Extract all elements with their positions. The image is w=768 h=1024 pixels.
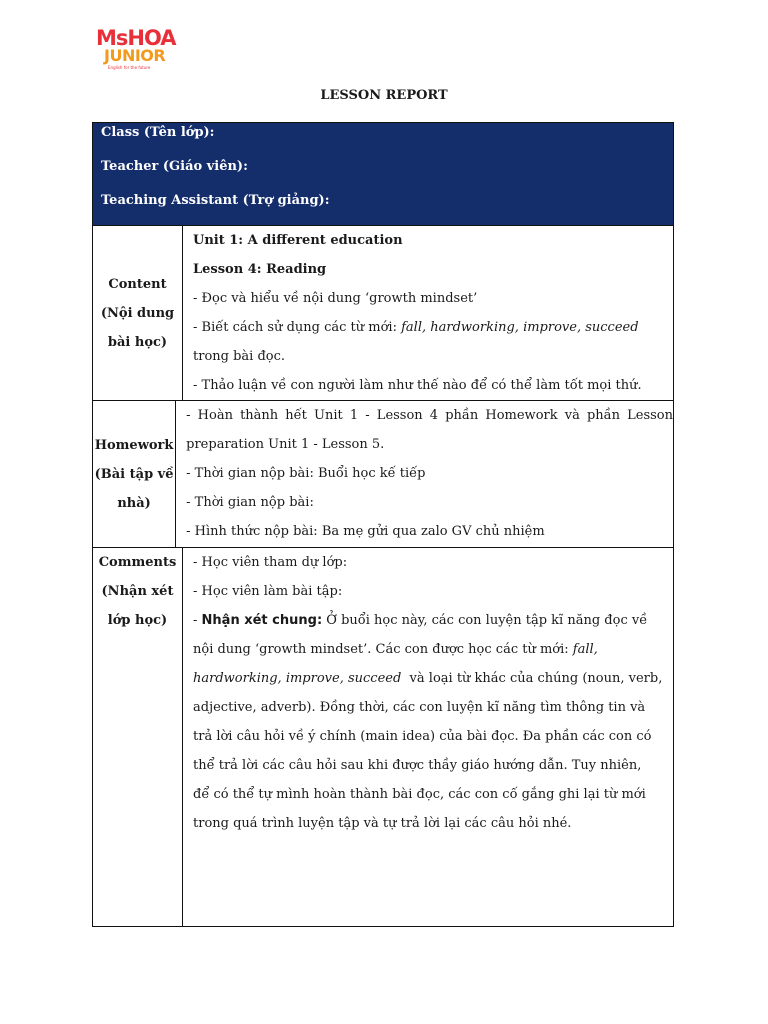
homework-item: - Thời gian nộp bài: Buổi học kế tiếp bbox=[186, 466, 426, 481]
content-item bbox=[193, 313, 673, 342]
content-body bbox=[183, 226, 673, 400]
content-label-line: bài học) bbox=[107, 334, 168, 350]
unit-title: Unit 1: A different education bbox=[193, 233, 403, 248]
general-comment-line: thể trả lời các câu hỏi sau khi được thầy giáo hướng dẫn. Tuy nhiên, bbox=[193, 758, 642, 773]
homework-label-line: Homework bbox=[94, 437, 174, 453]
comment-text: Ở buổi học này, các con luyện tập kĩ năng đọc về bbox=[322, 613, 648, 628]
general-comment-line bbox=[193, 635, 673, 664]
table-header bbox=[93, 123, 673, 225]
homework-item: - Hoàn thành hết Unit 1 - Lesson 4 phần Homework và phần Lesson bbox=[186, 408, 673, 423]
content-row bbox=[93, 225, 673, 400]
comments-body bbox=[183, 548, 673, 926]
content-item: trong bài đọc. bbox=[193, 349, 286, 364]
homework-item: preparation Unit 1 - Lesson 5. bbox=[186, 437, 385, 452]
attendance-line: - Học viên tham dự lớp: bbox=[193, 555, 348, 570]
homework-label-line: nhà) bbox=[117, 495, 151, 511]
homework-body bbox=[176, 401, 673, 547]
comment-text: và loại từ khác của chúng (noun, verb, bbox=[401, 671, 663, 686]
content-label-line: Content bbox=[108, 276, 167, 292]
homework-label bbox=[93, 401, 176, 547]
comment-text: - bbox=[193, 613, 202, 628]
vocab-words: fall, hardworking, improve, succeed bbox=[401, 320, 639, 335]
content-item: - Đọc và hiểu về nội dung ‘growth mindset’ bbox=[193, 291, 478, 306]
lesson-report-table bbox=[92, 122, 674, 927]
general-comment-line bbox=[193, 664, 673, 693]
ta-label: Teaching Assistant (Trợ giảng): bbox=[101, 193, 330, 208]
content-label-line: (Nội dung bbox=[100, 305, 175, 321]
general-comment-line: để có thể tự mình hoàn thành bài đọc, các con cố gắng ghi lại từ mới bbox=[193, 787, 646, 802]
general-comment-line: adjective, adverb). Đồng thời, các con luyện kĩ năng tìm thông tin và bbox=[193, 700, 646, 715]
homework-status-line: - Học viên làm bài tập: bbox=[193, 584, 343, 599]
homework-item: - Hình thức nộp bài: Ba mẹ gửi qua zalo GV chủ nhiệm bbox=[186, 524, 545, 539]
comments-label-line: Comments bbox=[98, 555, 177, 570]
homework-label-line: (Bài tập về bbox=[94, 466, 174, 482]
page-title: LESSON REPORT bbox=[320, 88, 448, 103]
class-label: Class (Tên lớp): bbox=[101, 125, 215, 140]
lesson-title: Lesson 4: Reading bbox=[193, 262, 327, 277]
vocab-words: fall, bbox=[572, 642, 598, 657]
logo-bottom-text: JUNIOR bbox=[104, 46, 166, 65]
comments-row bbox=[93, 547, 673, 926]
logo-top-text: MsHOA bbox=[96, 26, 176, 50]
comments-label-line: (Nhận xét bbox=[101, 584, 174, 599]
general-comment-line bbox=[193, 606, 673, 635]
vocab-words: hardworking, improve, succeed bbox=[193, 671, 402, 686]
content-item: - Thảo luận về con người làm như thế nào để có thể làm tốt mọi thứ. bbox=[193, 378, 642, 393]
comments-label bbox=[93, 548, 183, 926]
comment-text: nội dung ‘growth mindset’. Các con được học các từ mới: bbox=[193, 642, 573, 657]
homework-item: - Thời gian nộp bài: bbox=[186, 495, 314, 510]
comments-label-line: lớp học) bbox=[107, 613, 168, 628]
teacher-label: Teacher (Giáo viên): bbox=[101, 159, 248, 174]
general-comment-label: Nhận xét chung: bbox=[201, 613, 323, 628]
logo-tagline: English for the future bbox=[108, 65, 151, 70]
general-comment-line: trả lời câu hỏi về ý chính (main idea) của bài đọc. Đa phần các con có bbox=[193, 729, 652, 744]
content-label bbox=[93, 226, 183, 400]
brand-logo bbox=[96, 26, 196, 72]
general-comment-line: trong quá trình luyện tập và tự trả lời lại các câu hỏi nhé. bbox=[193, 816, 572, 831]
homework-row bbox=[93, 400, 673, 547]
content-text: - Biết cách sử dụng các từ mới: bbox=[193, 320, 402, 335]
